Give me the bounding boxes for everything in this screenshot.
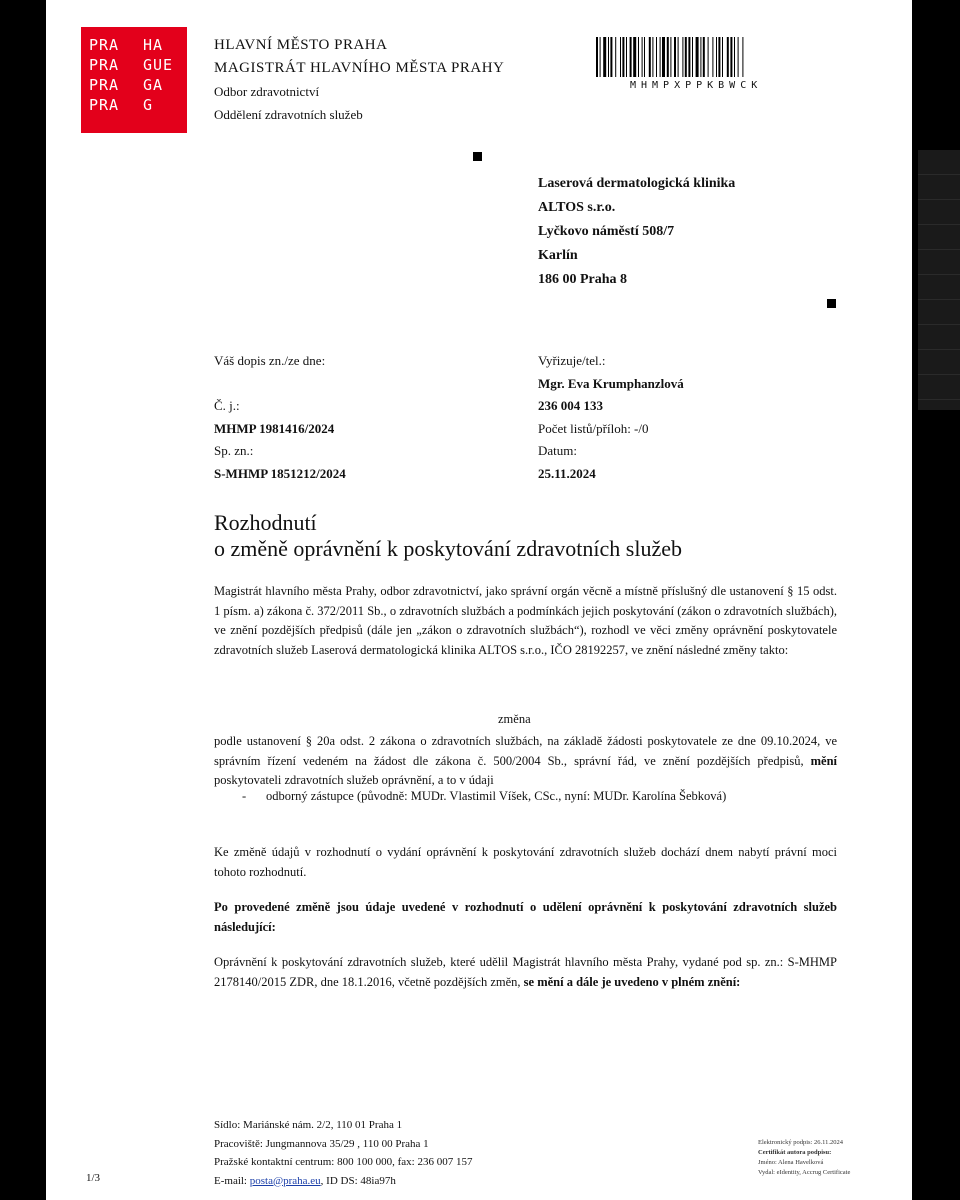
office-line-3: Odbor zdravotnictví [214, 84, 320, 99]
footer-workplace: Pracoviště: Jungmannova 35/29 , 110 00 Praha 1 [214, 1137, 429, 1150]
title-line-1: Rozhodnutí [214, 510, 317, 535]
email-link[interactable]: posta@praha.eu [249, 1174, 321, 1187]
background-window-edge [0, 180, 14, 210]
address-window-mark [473, 152, 482, 161]
address-window-mark [827, 299, 836, 308]
office-line-1: HLAVNÍ MĚSTO PRAHA [214, 37, 388, 53]
addressee-line: ALTOS s.r.o. [538, 200, 616, 215]
footer-contacts [214, 1116, 472, 1190]
electronic-signature: Elektronický podpis: 26.11.2024 Certifikát autora podpisu: Jméno: Alena Havelková Vydal: eIdentity, Accrug Certificate [758, 1139, 851, 1176]
spzn-value: S-MHMP 1851212/2024 [214, 465, 346, 481]
footer-contact-center: Pražské kontaktní centrum: 800 100 000, fax: 236 007 157 [214, 1156, 473, 1168]
footer-email-line: E-mail: posta@praha.eu, ID DS: 48ia97h [214, 1174, 396, 1187]
office-header [214, 34, 504, 126]
addressee-block [538, 172, 735, 292]
page-number: 1/3 [86, 1172, 101, 1184]
praha-logo: PRA HA PRA GUE PRA GA PRA G [81, 27, 187, 133]
paragraph-permission: Oprávnění k poskytování zdravotních služeb, které udělil Magistrát hlavního města Prahy, vydané pod sp. zn.: S-MHMP 2178140/2015 ZDR, dne 18.1.2016, včetně pozdějších změn, se mění a dále je uvedeno v plném znění: [214, 955, 837, 989]
spzn-label: Sp. zn.: [214, 443, 254, 458]
handler-label: Vyřizuje/tel.: [538, 353, 606, 368]
addressee-line: Lyčkovo náměstí 508/7 [538, 224, 675, 239]
barcode-text: MHMPXPPKBWCK [630, 80, 763, 91]
addressee-line: Karlín [538, 248, 578, 263]
handler-name: Mgr. Eva Krumphanzlová [538, 375, 684, 391]
your-letter-label: Váš dopis zn./ze dne: [214, 353, 326, 368]
paragraph-intro: Magistrát hlavního města Prahy, odbor zdravotnictví, jako správní orgán věcně a místně příslušný dle ustanovení § 15 odst. 1 písm. a) zákona č. 372/2011 Sb., o zdravotních službách a podmínkách jejich poskytování (zákon o zdravotních službách), ve znění pozdějších předpisů (dále jen „zákon o zdravotních službách“), rozhodl ve věci změny oprávnění poskytovatele zdravotních služeb Laserová dermatologická klinika ALTOS s.r.o., IČO 28192257, ve znění následné změny takto: [214, 584, 837, 657]
paragraph-change: podle ustanovení § 20a odst. 2 zákona o zdravotních službách, na základě žádosti poskytovatele ze dne 09.10.2024, ve správním řízení vedeném na žádost dle zákona č. 500/2004 Sb., správní řád, ve znění pozdějších předpisů, mění poskytovateli zdravotních služeb oprávnění, a to v údaji [214, 734, 838, 787]
date-value: 25.11.2024 [538, 465, 596, 481]
addressee-line: 186 00 Praha 8 [538, 272, 628, 287]
decision-heading: změna [498, 712, 531, 726]
list-item: - odborný zástupce (původně: MUDr. Vlastimil Víšek, CSc., nyní: MUDr. Karolína Šebková) [242, 789, 727, 803]
title-line-2: o změně oprávnění k poskytování zdravotních služeb [214, 536, 682, 561]
document-page [46, 0, 912, 1200]
reference-right [538, 350, 684, 485]
handler-phone: 236 004 133 [538, 398, 603, 413]
footer-address: Sídlo: Mariánské nám. 2/2, 110 01 Praha 1 [214, 1119, 403, 1131]
paragraph-following: Po provedené změně jsou údaje uvedené v rozhodnutí o udělení oprávnění k poskytování zdravotních služeb následující: [214, 900, 837, 934]
background-window-edge-right [918, 150, 960, 410]
reference-left [214, 350, 346, 485]
pages-count: Počet listů/příloh: -/0 [538, 420, 649, 436]
document-title [214, 510, 682, 562]
cj-value: MHMP 1981416/2024 [214, 420, 335, 436]
date-label: Datum: [538, 443, 577, 458]
addressee-line: Laserová dermatologická klinika [538, 176, 736, 191]
office-line-2: MAGISTRÁT HLAVNÍHO MĚSTA PRAHY [214, 60, 505, 76]
cj-label: Č. j.: [214, 398, 240, 413]
barcode-image [596, 37, 842, 77]
office-line-4: Oddělení zdravotních služeb [214, 107, 363, 122]
bold-change-word: mění [810, 753, 838, 768]
paragraph-effect: Ke změně údajů v rozhodnutí o vydání oprávnění k poskytování zdravotních služeb dochází dnem nabytí právní moci tohoto rozhodnutí. [214, 845, 837, 879]
